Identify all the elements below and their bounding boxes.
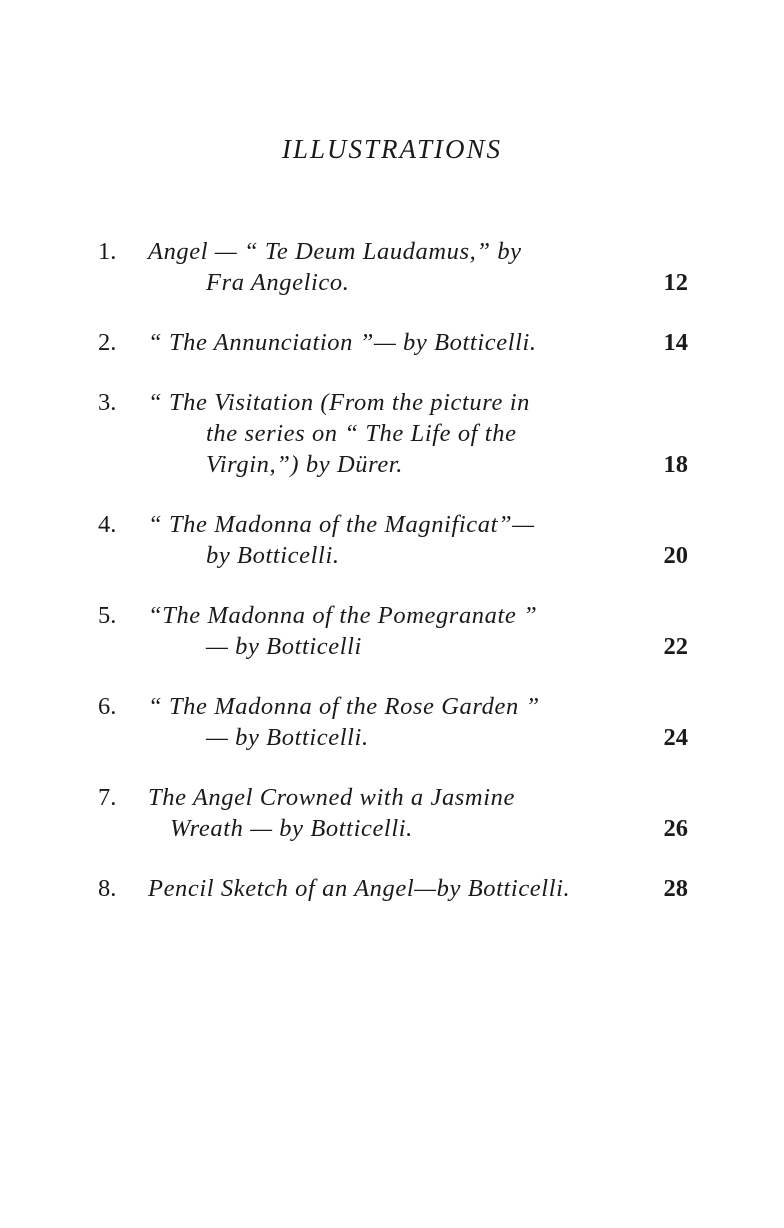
entry-number: 2. xyxy=(98,329,117,356)
entry-page-number: 12 xyxy=(663,269,688,296)
entry-caption xyxy=(148,782,618,844)
list-item xyxy=(98,387,688,480)
caption-line: Angel — “ Te Deum Laudamus,” by xyxy=(148,238,522,265)
entry-caption xyxy=(148,327,618,358)
entry-caption xyxy=(148,600,618,662)
entry-caption xyxy=(148,236,618,298)
page-title: ILLUSTRATIONS xyxy=(281,134,503,164)
entry-number: 8. xyxy=(98,875,117,902)
entry-page-number: 22 xyxy=(663,633,688,660)
entry-caption xyxy=(148,509,618,571)
entry-caption xyxy=(148,691,618,753)
caption-line: Virgin,”) by Dürer. xyxy=(206,451,403,478)
caption-line: Wreath — by Botticelli. xyxy=(170,815,413,842)
entry-number: 3. xyxy=(98,389,117,416)
caption-line: “ The Visitation (From the picture in xyxy=(148,389,530,416)
caption-line: by Botticelli. xyxy=(206,542,340,569)
caption-line: “ The Madonna of the Rose Garden ” xyxy=(148,693,540,720)
entry-caption xyxy=(148,873,618,904)
caption-line: The Angel Crowned with a Jasmine xyxy=(148,784,515,811)
list-item xyxy=(98,509,688,571)
entry-number: 7. xyxy=(98,784,117,811)
caption-line: “The Madonna of the Pomegranate ” xyxy=(148,602,538,629)
illustrations-list xyxy=(98,236,688,933)
entry-number: 5. xyxy=(98,602,117,629)
list-item xyxy=(98,236,688,298)
list-item xyxy=(98,691,688,753)
caption-line: Fra Angelico. xyxy=(206,269,350,296)
entry-number: 4. xyxy=(98,511,117,538)
entry-caption xyxy=(148,387,618,480)
entry-page-number: 28 xyxy=(663,875,688,902)
caption-line: the series on “ The Life of the xyxy=(206,420,517,447)
entry-page-number: 20 xyxy=(663,542,688,569)
entry-page-number: 24 xyxy=(663,724,688,751)
caption-line: “ The Madonna of the Magnificat”— xyxy=(148,511,535,538)
caption-line: “ The Annunciation ”— by Botticelli. xyxy=(148,329,537,356)
entry-page-number: 26 xyxy=(663,815,688,842)
list-item xyxy=(98,327,688,358)
entry-number: 1. xyxy=(98,238,117,265)
list-item xyxy=(98,600,688,662)
entry-number: 6. xyxy=(98,693,117,720)
list-item xyxy=(98,782,688,844)
caption-line: — by Botticelli. xyxy=(206,724,369,751)
entry-page-number: 14 xyxy=(663,329,688,356)
caption-line: — by Botticelli xyxy=(206,633,362,660)
caption-line: Pencil Sketch of an Angel—by Botticelli. xyxy=(148,875,571,902)
list-item xyxy=(98,873,688,904)
entry-page-number: 18 xyxy=(663,451,688,478)
